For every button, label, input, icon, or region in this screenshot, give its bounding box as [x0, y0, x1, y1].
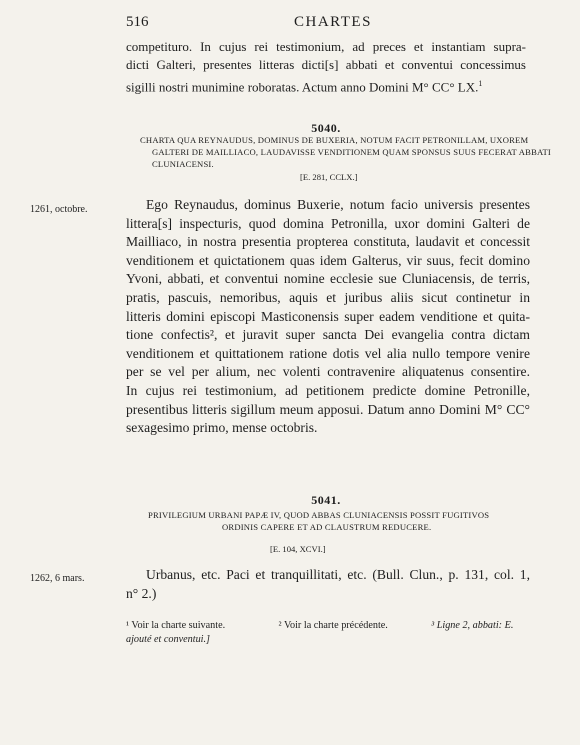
body-line: Yvoni, abbati, et conventui nomine ecclesie sue Cluniacensis, de terris, — [126, 271, 530, 287]
body-line: Ego Reynaudus, dominus Buxerie, notum facio universis presentes — [146, 197, 530, 212]
top-line-3-text: sigilli nostri munimine roboratas. Actum anno Domini M° CC° LX. — [126, 79, 479, 95]
footnote-2: ² Voir la charte précédente. — [278, 620, 388, 631]
body-line: tione confectis², et juravit super sancta Dei evangelia contra dictam — [126, 327, 530, 343]
body-line: venditionem et quittationem ratione dotis vel alia nullo tempore venire — [126, 345, 530, 361]
charter-5040-margin-date: 1261, octobre. — [30, 204, 88, 215]
body-line: In cujus rei testimonium, ad petitionem predicte domine Petronille, — [126, 382, 530, 398]
charter-5041-reference: [E. 104, XCVI.] — [270, 544, 326, 554]
footnote-mark-1: 1 — [478, 79, 483, 88]
charter-5041-summary — [140, 509, 530, 533]
body-line: littera[s] inspecturis, quod domina Petronilla, uxor domini Galteri de — [126, 215, 530, 231]
footnotes — [126, 619, 530, 647]
body-line: Urbanus, etc. Paci et tranquillitati, etc. (Bull. Clun., p. 131, col. 1, — [146, 567, 530, 582]
footnote-1: ¹ Voir la charte suivante. — [126, 620, 226, 631]
body-line: litteris domini episcopi Masticonensis super eadem venditione et quita- — [126, 308, 530, 324]
top-line-2: dicti Galteri, presentes litteras dicti[s] abbati et conventui concessimus — [126, 57, 526, 72]
charter-number-5040: 5040. — [311, 121, 341, 135]
top-line-1: competituro. In cujus rei testimonium, ad preces et instantiam supra- — [126, 39, 526, 54]
page-number: 516 — [126, 14, 149, 30]
charter-5040-summary — [132, 134, 551, 170]
footnote-3: ³ Ligne 2, abbati: E. — [431, 620, 514, 631]
body-line: venditionem et quictationem quas idem Galterus, vir suus, fecit domino — [126, 252, 530, 268]
body-line: per se vel per alium, nec volenti contravenire aliquatenus consentire. — [126, 364, 530, 380]
summary-line: GALTERI DE MAILLIACO, LAUDAVISSE VENDITIONEM QUAM SPONSUS SUUS FECERAT ABBATI — [152, 147, 551, 157]
body-line: pratis, pascuis, nemoribus, aquis et juribus aliis sicut continetur in — [126, 289, 530, 305]
charter-5040-reference: [E. 281, CCLX.] — [300, 172, 358, 182]
summary-line: PRIVILEGIUM URBANI PAPÆ IV, QUOD ABBAS CLUNIACENSIS POSSIT FUGITIVOS — [148, 510, 490, 520]
charter-5041-body — [126, 566, 530, 603]
charter-5040-body — [126, 196, 530, 438]
footnote-row — [126, 619, 530, 633]
body-line: Mailliaco, in nostra presentia propterea constituta, laudavit et concessit — [126, 234, 530, 250]
summary-line: CLUNIACENSI. — [152, 159, 214, 169]
charter-number-5041: 5041. — [311, 493, 341, 507]
running-title: CHARTES — [294, 14, 372, 30]
footnote-3-continuation: ajouté et conventui.] — [126, 634, 211, 645]
body-line: sexagesimo primo, mense octobris. — [126, 420, 318, 436]
summary-line: CHARTA QUA REYNAUDUS, DOMINUS DE BUXERIA, NOTUM FACIT PETRONILLAM, UXOREM — [140, 135, 529, 145]
top-line-3 — [126, 75, 526, 96]
charter-5041-margin-date: 1262, 6 mars. — [30, 573, 85, 584]
body-line: presentibus litteris sigillum meum apposui. Datum anno Domini M° CC° — [126, 401, 530, 417]
body-line: n° 2.) — [126, 585, 157, 601]
page-header — [126, 14, 526, 34]
summary-line: ORDINIS CAPERE ET AD CLAUSTRUM REDUCERE. — [222, 522, 432, 532]
